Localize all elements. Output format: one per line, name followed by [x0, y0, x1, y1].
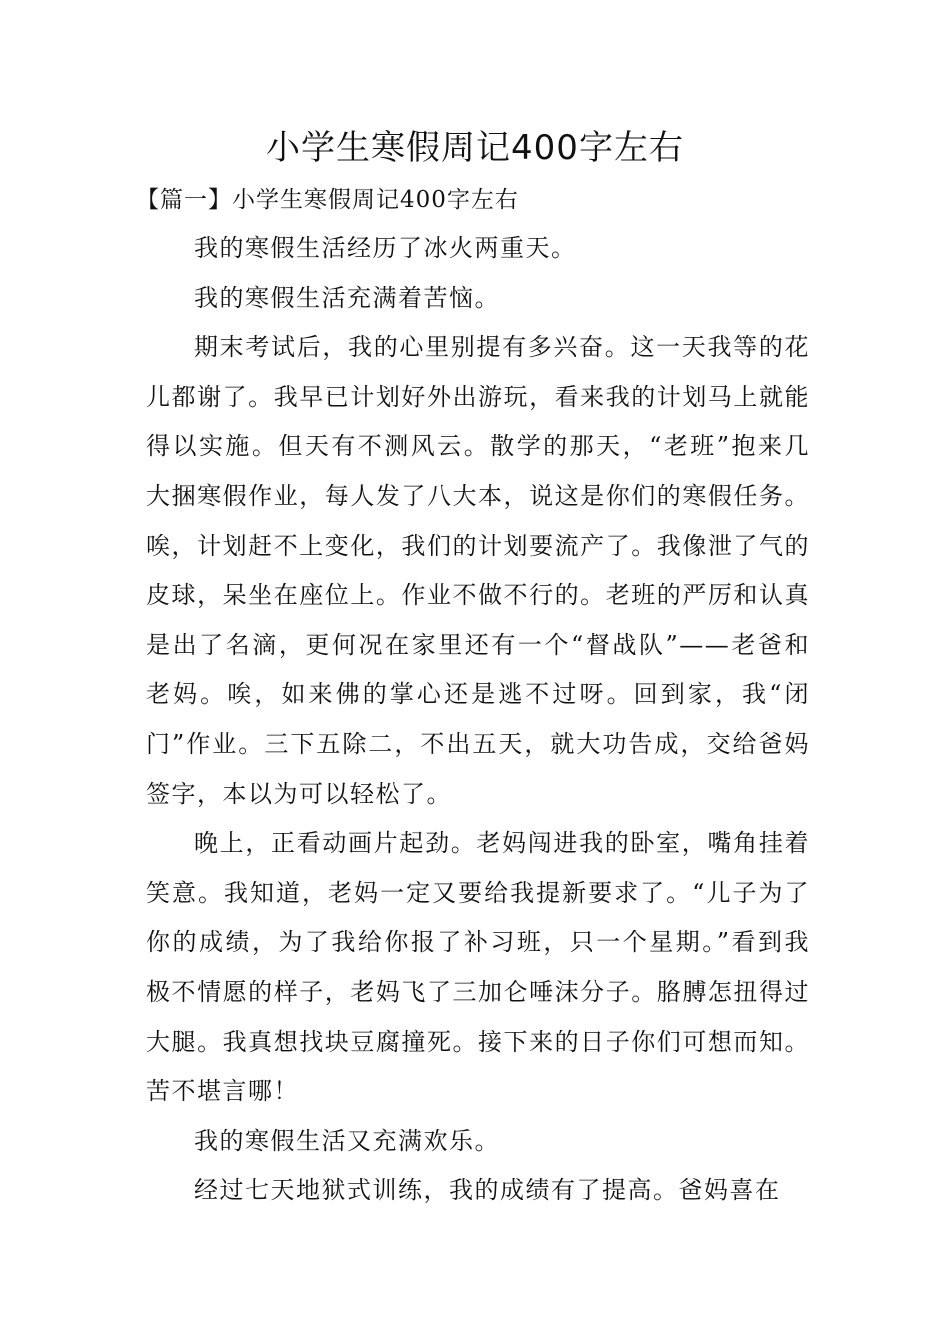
paragraph-4: 晚上，正看动画片起劲。老妈闯进我的卧室，嘴角挂着笑意。我知道，老妈一定又要给我提新要求了。“儿子为了你的成绩，为了我给你报了补习班，只一个星期。”看到我极不情愿的样子，老妈飞了三加仑唾沫分子。胳膊怎扭得过大腿。我真想找块豆腐撞死。接下来的日子你们可想而知。苦不堪言哪！	[146, 829, 810, 1106]
document-body	[136, 176, 810, 1216]
paragraph-1: 我的寒假生活经历了冰火两重天。	[194, 234, 577, 262]
section-heading: 【篇一】小学生寒假周记400字左右	[136, 187, 519, 213]
document-title: 小学生寒假周记400字左右	[266, 128, 684, 168]
paragraph-5: 我的寒假生活又充满欢乐。	[194, 1126, 500, 1155]
paragraph-6: 经过七天地狱式训练，我的成绩有了提高。爸妈喜在	[194, 1176, 781, 1205]
paragraph-3: 期末考试后，我的心里别提有多兴奋。这一天我等的花儿都谢了。我早已计划好外出游玩，看来我的计划马上就能得以实施。但天有不测风云。散学的那天，“老班”抱来几大捆寒假作业，每人发了八大本，说这是你们的寒假任务。唉，计划赶不上变化，我们的计划要流产了。我像泄了气的皮球，呆坐在座位上。作业不做不行的。老班的严厉和认真是出了名滴，更何况在家里还有一个“督战队”——老爸和老妈。唉，如来佛的掌心还是逃不过呀。回到家，我“闭门”作业。三下五除二，不出五天，就大功告成，交给爸妈签字，本以为可以轻松了。	[146, 333, 810, 808]
paragraph-2: 我的寒假生活充满着苦恼。	[194, 283, 500, 312]
